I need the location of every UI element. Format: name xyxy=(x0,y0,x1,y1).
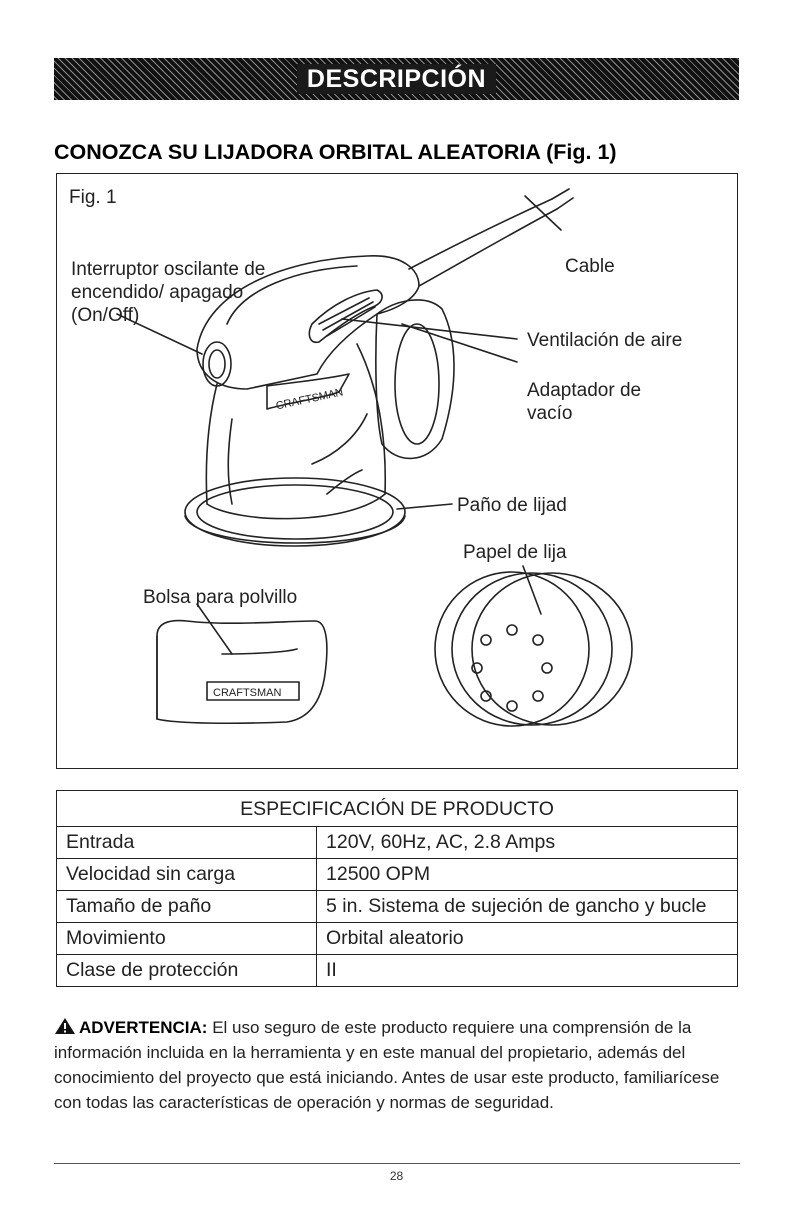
figure-label: Fig. 1 xyxy=(69,187,117,208)
callout-dust-bag: Bolsa para polvillo xyxy=(143,587,298,608)
warning-heading: ADVERTENCIA: xyxy=(79,1018,208,1037)
spec-label: Entrada xyxy=(57,827,317,859)
spec-value: 120V, 60Hz, AC, 2.8 Amps xyxy=(317,827,738,859)
callout-cable: Cable xyxy=(565,256,615,277)
table-row xyxy=(57,827,738,859)
figure-box xyxy=(56,173,738,769)
cable-line xyxy=(409,199,552,269)
page-number: 28 xyxy=(389,1169,404,1183)
spec-value: 5 in. Sistema de sujeción de gancho y bucle xyxy=(317,891,738,923)
warning-block xyxy=(54,1015,744,1115)
spec-label: Clase de protección xyxy=(57,955,317,987)
spec-value: II xyxy=(317,955,738,987)
table-row xyxy=(57,859,738,891)
page-title: CONOZCA SU LIJADORA ORBITAL ALEATORIA (Fig. 1) xyxy=(54,140,617,164)
spec-table xyxy=(56,790,738,987)
spec-label: Velocidad sin carga xyxy=(57,859,317,891)
spec-label: Movimiento xyxy=(57,923,317,955)
callout-sandpaper: Papel de lija xyxy=(463,542,567,563)
rocker-switch xyxy=(203,342,231,386)
air-vent xyxy=(309,290,382,342)
table-row xyxy=(57,923,738,955)
warning-text: El uso seguro de este producto requiere una comprensión de la información incluida en la herramienta y en este manual del propietario, además del conocimiento del proyecto que está iniciando. Antes de usar este producto, familiarícese con todas las características de operación y normas de seguridad. xyxy=(54,1018,720,1112)
callout-switch: Interruptor oscilante de encendido/ apagado (On/Off) xyxy=(71,259,266,326)
banner-title: DESCRIPCIÓN xyxy=(297,64,496,94)
callout-pad: Paño de lijad xyxy=(457,495,567,516)
svg-text:CRAFTSMAN: CRAFTSMAN xyxy=(213,687,282,699)
spec-title: ESPECIFICACIÓN DE PRODUCTO xyxy=(57,791,738,827)
footer-divider xyxy=(54,1163,740,1164)
sander-logo: CRAFTSMAN xyxy=(274,386,345,413)
callout-vent: Ventilación de aire xyxy=(527,330,683,351)
spec-label: Tamaño de paño xyxy=(57,891,317,923)
spec-value: 12500 OPM xyxy=(317,859,738,891)
table-row xyxy=(57,955,738,987)
warning-triangle-icon xyxy=(54,1017,76,1035)
spec-value: Orbital aleatorio xyxy=(317,923,738,955)
callout-vacuum-adapter: Adaptador de vacío xyxy=(527,380,642,424)
sandpaper-disc xyxy=(435,572,589,726)
section-banner xyxy=(54,58,739,100)
dust-bag xyxy=(157,621,327,724)
spec-header-row xyxy=(57,791,738,827)
table-row xyxy=(57,891,738,923)
